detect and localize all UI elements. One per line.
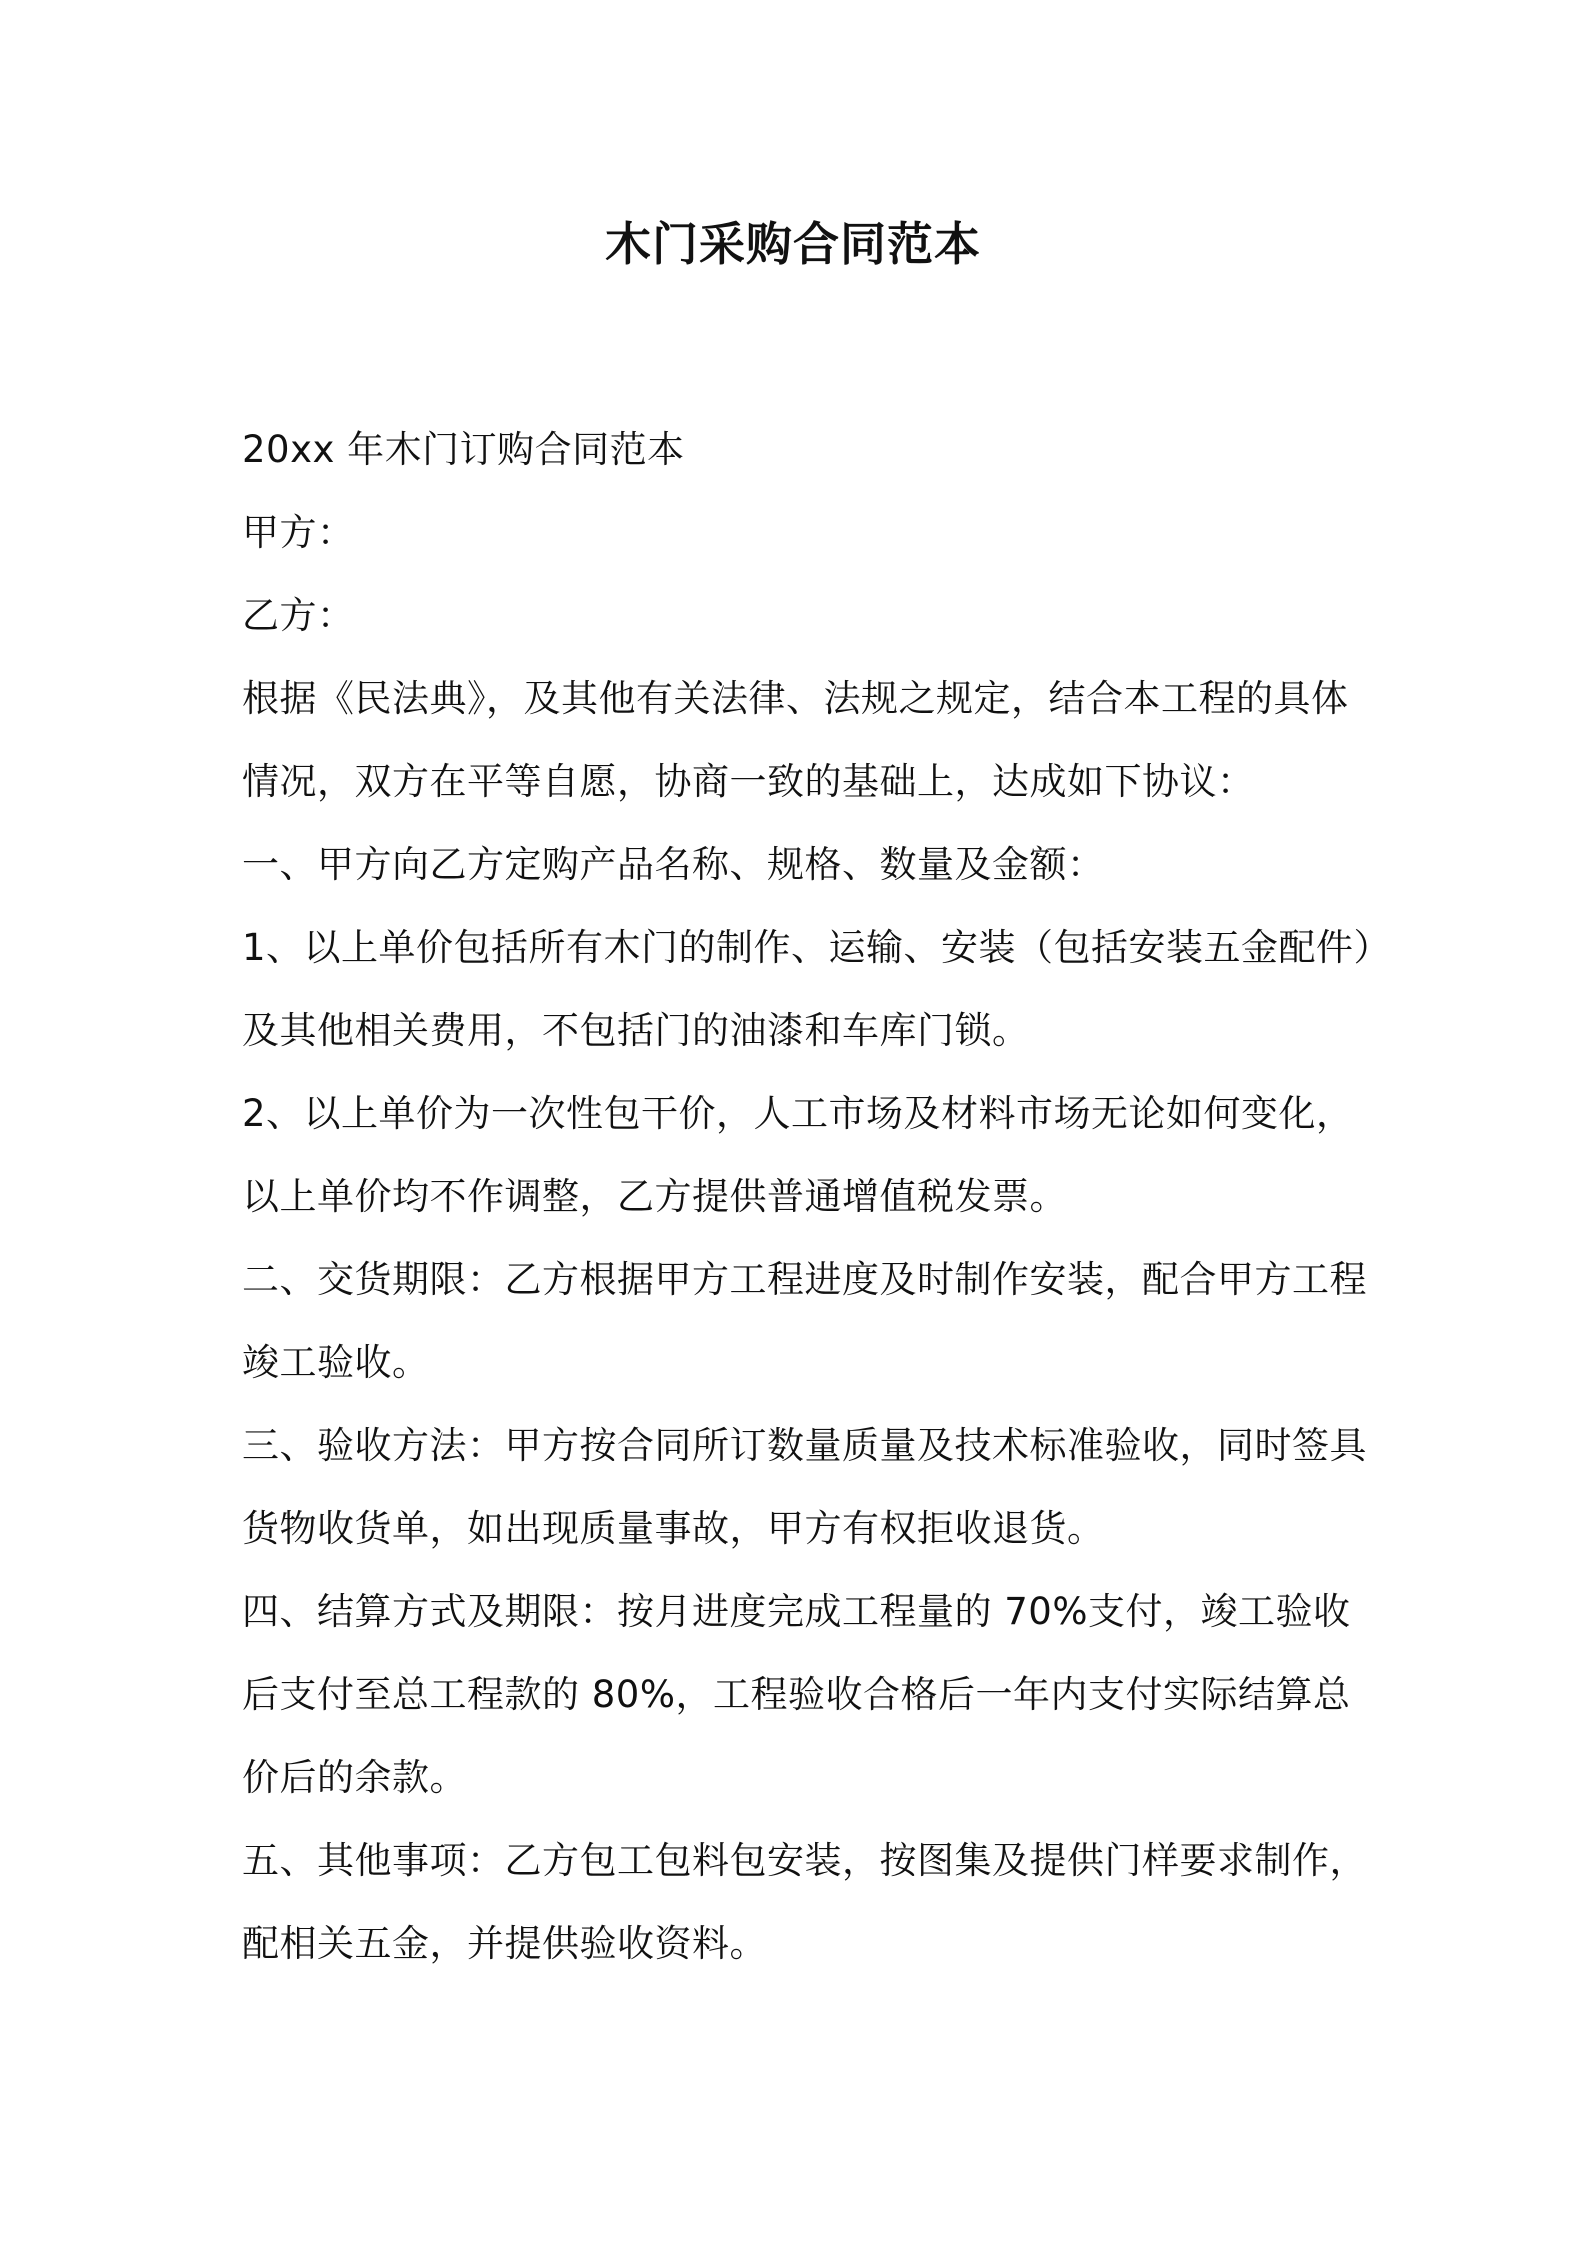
clause-4-line: 后支付至总工程款的 80%，工程验收合格后一年内支付实际结算总 [242, 1673, 1351, 1716]
clause-1-item-2-line: 以上单价均不作调整，乙方提供普通增值税发票。 [242, 1175, 1067, 1218]
clause-3-line: 三、验收方法：甲方按合同所订数量质量及技术标准验收，同时签具 [242, 1424, 1367, 1467]
clause-2-line: 竣工验收。 [242, 1341, 430, 1384]
preamble-line: 情况，双方在平等自愿，协商一致的基础上，达成如下协议： [242, 760, 1255, 803]
clause-4-line: 四、结算方式及期限：按月进度完成工程量的 70%支付，竣工验收 [242, 1590, 1351, 1633]
clause-1-item-2-line: 2、以上单价为一次性包干价，人工市场及材料市场无论如何变化， [242, 1092, 1354, 1135]
clause-1-item-1-line: 1、以上单价包括所有木门的制作、运输、安装（包括安装五金配件） [242, 926, 1392, 969]
document-body [242, 408, 1392, 1985]
clause-2-line: 二、交货期限：乙方根据甲方工程进度及时制作安装，配合甲方工程 [242, 1258, 1367, 1301]
clause-3-line: 货物收货单，如出现质量事故，甲方有权拒收退货。 [242, 1507, 1105, 1550]
party-a-line: 甲方： [242, 511, 355, 554]
clause-1-heading: 一、甲方向乙方定购产品名称、规格、数量及金额： [242, 843, 1105, 886]
clause-4-line: 价后的余款。 [242, 1756, 467, 1799]
clause-1-item-1-line: 及其他相关费用，不包括门的油漆和车库门锁。 [242, 1009, 1030, 1052]
subtitle-line: 20xx 年木门订购合同范本 [242, 428, 685, 471]
preamble-line: 根据《民法典》，及其他有关法律、法规之规定，结合本工程的具体 [242, 677, 1349, 720]
clause-5-line: 配相关五金，并提供验收资料。 [242, 1922, 767, 1965]
party-b-line: 乙方： [242, 594, 355, 637]
clause-5-line: 五、其他事项：乙方包工包料包安装，按图集及提供门样要求制作， [242, 1839, 1367, 1882]
document-title: 木门采购合同范本 [605, 217, 981, 271]
